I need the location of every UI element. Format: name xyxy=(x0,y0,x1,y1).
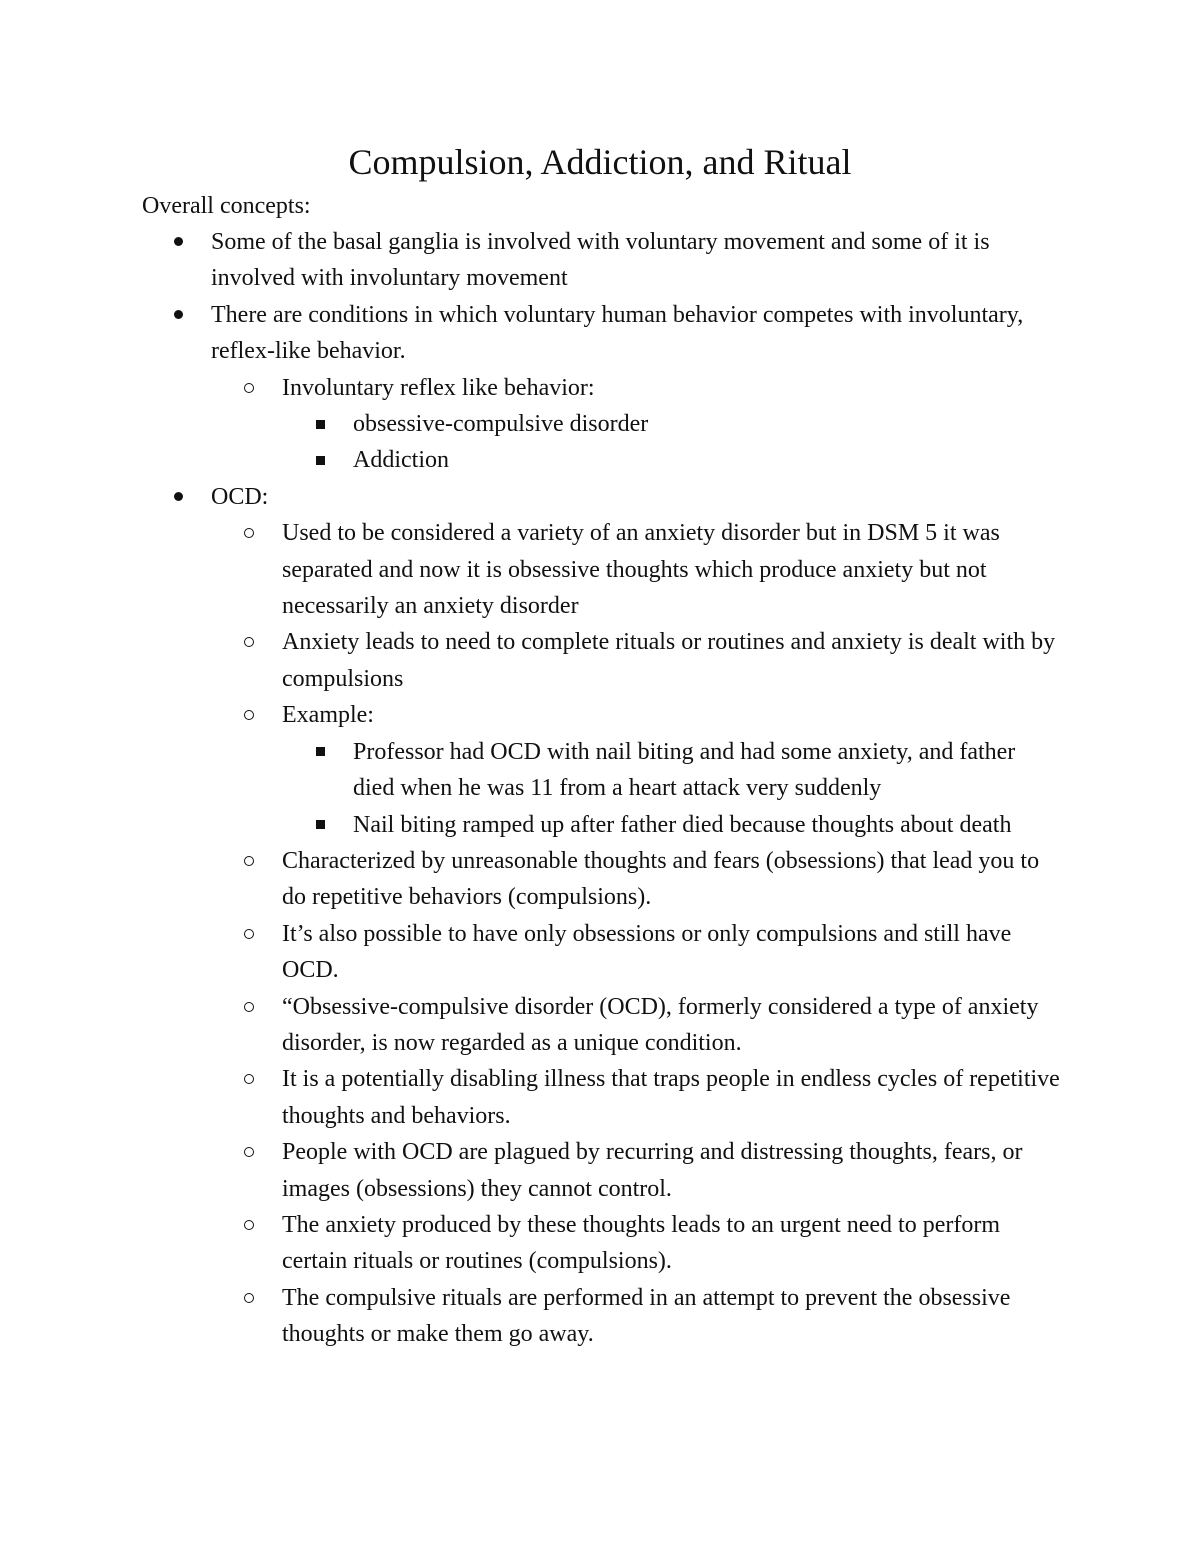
page-title: Compulsion, Addiction, and Ritual xyxy=(348,142,852,182)
list-item xyxy=(0,989,1200,1062)
list-item xyxy=(0,442,1200,478)
hollow-circle-bullet-icon xyxy=(239,1280,259,1316)
list-item xyxy=(0,224,1200,297)
list-item-text: There are conditions in which voluntary human behavior competes with involuntary, reflex-like behavior. xyxy=(211,301,1024,365)
square-bullet-icon xyxy=(310,734,330,770)
list-item xyxy=(0,1134,1200,1207)
list-item xyxy=(0,406,1200,442)
hollow-circle-bullet-icon xyxy=(239,1207,259,1243)
list-item xyxy=(0,479,1200,515)
hollow-circle-bullet-icon xyxy=(239,697,259,733)
list-item xyxy=(0,515,1200,624)
hollow-circle-bullet-icon xyxy=(239,989,259,1025)
list-item-text: People with OCD are plagued by recurring and distressing thoughts, fears, or images (obsessions) they cannot control. xyxy=(282,1139,1023,1202)
section-label: Overall concepts: xyxy=(142,193,311,219)
list-item-text: The anxiety produced by these thoughts leads to an urgent need to perform certain rituals or routines (compulsions). xyxy=(282,1211,1001,1275)
list-item-text: Used to be considered a variety of an anxiety disorder but in DSM 5 it was separated and now it is obsessive thoughts which produce anxiety but not necessarily an anxiety disorder xyxy=(282,520,1000,620)
hollow-circle-bullet-icon xyxy=(239,624,259,660)
list-item-text: obsessive-compulsive disorder xyxy=(353,411,649,438)
list-item-text: Professor had OCD with nail biting and had some anxiety, and father died when he was 11 from a heart attack very suddenly xyxy=(353,738,1016,802)
list-item-text: Anxiety leads to need to complete rituals or routines and anxiety is dealt with by compulsions xyxy=(282,629,1056,692)
square-bullet-icon xyxy=(310,406,330,442)
filled-dot-bullet-icon xyxy=(168,479,188,515)
list-item xyxy=(0,624,1200,697)
list-item xyxy=(0,734,1200,807)
hollow-circle-bullet-icon xyxy=(239,370,259,406)
list-item-text: The compulsive rituals are performed in an attempt to prevent the obsessive thoughts or make them go away. xyxy=(282,1284,1011,1348)
list-item-text: Characterized by unreasonable thoughts and fears (obsessions) that lead you to do repetitive behaviors (compulsions). xyxy=(282,847,1040,911)
list-item xyxy=(0,370,1200,406)
hollow-circle-bullet-icon xyxy=(239,916,259,952)
hollow-circle-bullet-icon xyxy=(239,1134,259,1170)
list-item-text: Addiction xyxy=(353,447,449,474)
filled-dot-bullet-icon xyxy=(168,224,188,260)
list-item xyxy=(0,1207,1200,1280)
hollow-circle-bullet-icon xyxy=(239,1061,259,1097)
list-item xyxy=(0,1280,1200,1353)
list-item xyxy=(0,807,1200,843)
list-item-text: Involuntary reflex like behavior: xyxy=(282,374,595,401)
list-item-text: Example: xyxy=(282,702,374,729)
list-item-text: It’s also possible to have only obsessions or only compulsions and still have OCD. xyxy=(282,920,1012,984)
list-item xyxy=(0,297,1200,370)
filled-dot-bullet-icon xyxy=(168,297,188,333)
list-item-text: OCD: xyxy=(211,483,269,510)
list-item xyxy=(0,916,1200,989)
hollow-circle-bullet-icon xyxy=(239,843,259,879)
list-item xyxy=(0,1061,1200,1134)
list-item-text: Nail biting ramped up after father died because thoughts about death xyxy=(353,811,1012,838)
square-bullet-icon xyxy=(310,442,330,478)
list-item xyxy=(0,843,1200,916)
list-item-text: Some of the basal ganglia is involved with voluntary movement and some of it is involved with involuntary movement xyxy=(211,229,990,292)
list-item-text: It is a potentially disabling illness that traps people in endless cycles of repetitive thoughts and behaviors. xyxy=(282,1066,1060,1129)
list-item-text: “Obsessive-compulsive disorder (OCD), formerly considered a type of anxiety disorder, is now regarded as a unique condition. xyxy=(282,993,1039,1056)
square-bullet-icon xyxy=(310,807,330,843)
hollow-circle-bullet-icon xyxy=(239,515,259,551)
list-item xyxy=(0,697,1200,733)
bullet-list xyxy=(0,224,1200,1353)
